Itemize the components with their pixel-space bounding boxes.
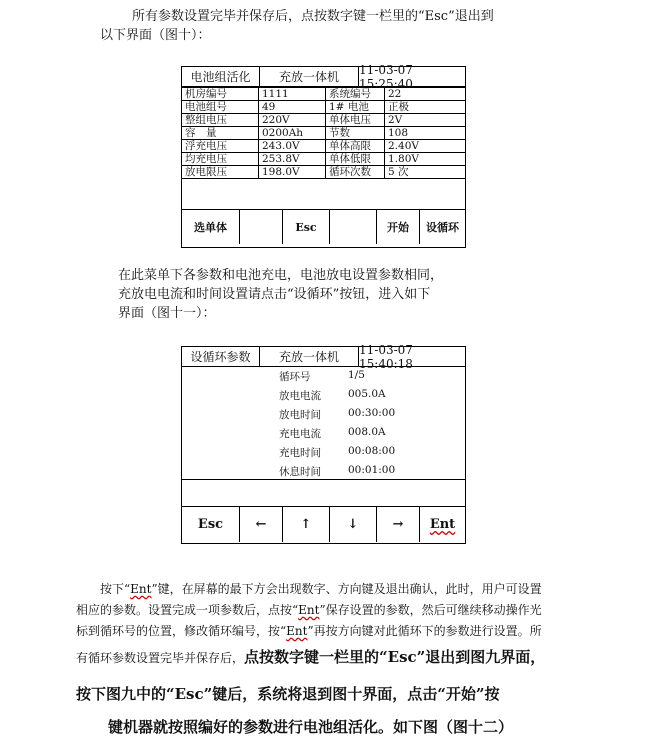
param-label-5-0: 均充电压 (182, 153, 259, 166)
screen10-datetime: 11-03-07 15:25:40 (359, 62, 413, 91)
screen11-header (182, 342, 465, 371)
param-label-3-0: 容 量 (182, 127, 259, 140)
screen10-header (182, 62, 465, 91)
param-row (182, 101, 465, 114)
param-row (182, 114, 465, 127)
cycle-label-0: 循环号 (279, 371, 311, 383)
param-value-2-1[interactable]: 220V (259, 114, 326, 127)
ent-button[interactable] (420, 507, 465, 542)
intro-line-2: 以下界面（图十）： (100, 28, 211, 43)
bottom-l3c: ”再按方向键对此循环下的参数进行设置。所 (307, 624, 542, 638)
bottom-l2b: Ent (298, 603, 320, 617)
param-value-2-3[interactable]: 2V (385, 114, 466, 127)
screen10-param-table (182, 87, 465, 179)
screen11-datetime: 11-03-07 15:40:18 (359, 342, 413, 371)
cycle-label-3: 充电电流 (279, 428, 321, 440)
bottom-l4b: 点按数字键一栏里的“Esc”退出到图九界面， (244, 648, 546, 666)
bottom-l2a: 相应的参数。设置完成一项参数后，点按“ (76, 603, 299, 617)
param-value-3-3[interactable]: 108 (385, 127, 466, 140)
cycle-label-2: 放电时间 (279, 409, 321, 421)
cycle-value-5[interactable]: 00:01:00 (348, 464, 396, 476)
param-label-4-0: 浮充电压 (182, 140, 259, 153)
param-label-6-2: 循环次数 (326, 166, 385, 179)
cycle-value-0[interactable]: 1/5 (348, 369, 365, 381)
blank-button-2[interactable] (330, 210, 377, 244)
param-label-6-0: 放电限压 (182, 166, 259, 179)
param-value-6-1[interactable]: 198.0V (259, 166, 326, 179)
param-label-1-2: 1# 电池 (326, 101, 385, 114)
param-value-4-1[interactable]: 243.0V (259, 140, 326, 153)
bottom-l3a: 标到循环号的位置，修改循环编号，按“ (76, 624, 287, 638)
cycle-label-4: 充电时间 (279, 447, 321, 459)
cycle-label-1: 放电电流 (279, 390, 321, 402)
bottom-l1c: ”键，在屏幕的最下方会出现数字、方向键及退出确认，此时，用户可设置 (151, 582, 542, 596)
screen11-button-row (182, 506, 465, 542)
middle-line-3: 界面（图十一）： (118, 306, 216, 321)
set-cycle-button[interactable]: 设循环 (426, 221, 459, 234)
bottom-line-6: 键机器就按照编好的参数进行电池组活化。如下图（图十二） (108, 718, 514, 736)
arrow-up-button[interactable]: ↑ (283, 507, 330, 542)
bottom-l1a: 按下“ (100, 582, 131, 596)
param-value-0-3[interactable]: 22 (385, 88, 466, 101)
screen11-title: 设循环参数 (182, 347, 260, 366)
blank-button-1[interactable] (240, 210, 283, 244)
screen11-cycle-params (182, 367, 465, 479)
param-label-2-0: 整组电压 (182, 114, 259, 127)
bottom-line-1 (100, 580, 542, 597)
cycle-value-2[interactable]: 00:30:00 (348, 407, 396, 419)
bottom-l2c: ”保存设置的参数，然后可继续移动操作光 (319, 603, 542, 617)
bottom-l4a: 有循环参数设置完毕并保存后， (76, 651, 245, 665)
param-row (182, 140, 465, 153)
param-value-1-3[interactable]: 正极 (385, 101, 466, 114)
screen11-mode: 充放一体机 (260, 347, 359, 366)
arrow-down-button[interactable]: ↓ (330, 507, 377, 542)
screen10-button-row (182, 209, 465, 244)
middle-line-1: 在此菜单下各参数和电池充电，电池放电设置参数相同， (118, 268, 444, 283)
param-value-0-1[interactable]: 1111 (259, 88, 326, 101)
param-label-3-2: 节数 (326, 127, 385, 140)
param-row (182, 153, 465, 166)
param-label-4-2: 单体高限 (326, 140, 385, 153)
param-value-6-3[interactable]: 5 次 (385, 166, 466, 179)
cycle-value-1[interactable]: 005.0A (348, 388, 386, 400)
screen-figure-11 (181, 342, 466, 544)
param-row (182, 127, 465, 140)
param-value-5-1[interactable]: 253.8V (259, 153, 326, 166)
esc-button[interactable]: Esc (283, 210, 330, 244)
param-label-0-0: 机房编号 (182, 88, 259, 101)
cycle-value-3[interactable]: 008.0A (348, 426, 386, 438)
screen10-title: 电池组活化 (182, 67, 260, 86)
param-label-0-2: 系统编号 (326, 88, 385, 101)
param-label-5-2: 单体低限 (326, 153, 385, 166)
bottom-line-3 (76, 622, 542, 639)
bottom-l1b: Ent (130, 582, 152, 596)
arrow-right-button[interactable]: → (377, 507, 420, 542)
screen10-blank-area (182, 179, 465, 209)
bottom-line-4 (76, 646, 545, 667)
param-label-1-0: 电池组号 (182, 101, 259, 114)
intro-line-1: 所有参数设置完毕并保存后，点按数字键一栏里的“Esc”退出到 (132, 9, 494, 24)
cycle-value-4[interactable]: 00:08:00 (348, 445, 396, 457)
select-cell-button[interactable]: 选单体 (182, 210, 240, 244)
bottom-line-5: 按下图九中的“Esc”键后，系统将退到图十界面，点击“开始”按 (76, 685, 500, 703)
param-value-5-3[interactable]: 1.80V (385, 153, 466, 166)
bottom-line-2 (76, 601, 542, 618)
screen-figure-10 (181, 62, 466, 248)
screen10-mode: 充放一体机 (260, 67, 359, 86)
screen11-blank-area (182, 479, 465, 506)
arrow-left-button[interactable]: ← (240, 507, 283, 542)
param-label-2-2: 单体电压 (326, 114, 385, 127)
param-row (182, 166, 465, 179)
bottom-l3b: Ent (286, 624, 308, 638)
start-button[interactable]: 开始 (377, 210, 420, 244)
esc-button[interactable]: Esc (182, 507, 240, 542)
param-value-3-1[interactable]: 0200Ah (259, 127, 326, 140)
cycle-label-5: 休息时间 (279, 466, 321, 478)
param-value-4-3[interactable]: 2.40V (385, 140, 466, 153)
param-value-1-1[interactable]: 49 (259, 101, 326, 114)
ent-button-label: Ent (429, 517, 456, 532)
middle-line-2: 充放电电流和时间设置请点击“设循环”按钮，进入如下 (118, 287, 431, 302)
